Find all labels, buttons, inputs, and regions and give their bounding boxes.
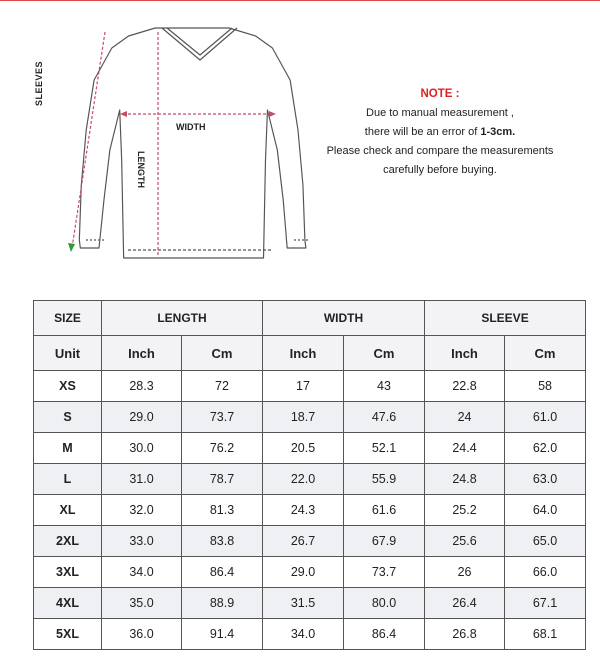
table-row [34, 464, 586, 495]
note-line-1: Due to manual measurement , [366, 107, 514, 119]
unit-row [34, 336, 586, 371]
length-cm-cell: 88.9 [182, 588, 263, 619]
measurement-note [305, 85, 575, 180]
length-cm-cell: 76.2 [182, 433, 263, 464]
top-accent-line [0, 0, 600, 1]
length-cm-cell: 73.7 [182, 402, 263, 433]
width-label: WIDTH [176, 122, 206, 132]
length-inch-cell: 33.0 [102, 526, 182, 557]
note-title: NOTE : [420, 88, 460, 100]
size-cell: 3XL [34, 557, 102, 588]
sleeve-cm-cell: 66.0 [505, 557, 586, 588]
width-cm-header: Cm [344, 336, 425, 371]
length-cm-cell: 83.8 [182, 526, 263, 557]
length-cm-cell: 81.3 [182, 495, 263, 526]
length-inch-cell: 28.3 [102, 371, 182, 402]
sleeve-inch-cell: 24 [425, 402, 505, 433]
sleeve-cm-cell: 67.1 [505, 588, 586, 619]
sleeve-cm-cell: 65.0 [505, 526, 586, 557]
table-row [34, 619, 586, 650]
width-inch-cell: 31.5 [263, 588, 344, 619]
sleeve-inch-header: Inch [425, 336, 505, 371]
width-inch-cell: 34.0 [263, 619, 344, 650]
sleeve-inch-cell: 22.8 [425, 371, 505, 402]
table-row [34, 557, 586, 588]
sleeve-cm-cell: 64.0 [505, 495, 586, 526]
length-inch-cell: 30.0 [102, 433, 182, 464]
note-line-2-bold: 1-3cm. [480, 126, 516, 138]
note-line-4: carefully before buying. [383, 164, 497, 176]
width-inch-cell: 20.5 [263, 433, 344, 464]
size-cell: S [34, 402, 102, 433]
length-inch-cell: 29.0 [102, 402, 182, 433]
sleeve-inch-cell: 26.4 [425, 588, 505, 619]
width-header: WIDTH [263, 301, 425, 336]
shirt-outline-icon [40, 10, 310, 275]
size-cell: XS [34, 371, 102, 402]
size-cell: 5XL [34, 619, 102, 650]
width-inch-cell: 29.0 [263, 557, 344, 588]
length-header: LENGTH [102, 301, 263, 336]
length-label: LENGTH [136, 151, 146, 188]
sleeves-label: SLEEVES [34, 60, 44, 106]
size-chart-table [33, 300, 586, 650]
width-inch-header: Inch [263, 336, 344, 371]
sleeve-cm-cell: 61.0 [505, 402, 586, 433]
table-row [34, 371, 586, 402]
length-cm-cell: 86.4 [182, 557, 263, 588]
length-inch-header: Inch [102, 336, 182, 371]
width-inch-cell: 24.3 [263, 495, 344, 526]
length-cm-cell: 78.7 [182, 464, 263, 495]
unit-label: Unit [34, 336, 102, 371]
length-inch-cell: 31.0 [102, 464, 182, 495]
width-cm-cell: 80.0 [344, 588, 425, 619]
sleeve-inch-cell: 26.8 [425, 619, 505, 650]
width-cm-cell: 52.1 [344, 433, 425, 464]
note-line-3: Please check and compare the measurements [326, 145, 554, 157]
width-inch-cell: 17 [263, 371, 344, 402]
length-cm-cell: 72 [182, 371, 263, 402]
sleeve-cm-cell: 62.0 [505, 433, 586, 464]
width-inch-cell: 22.0 [263, 464, 344, 495]
length-cm-header: Cm [182, 336, 263, 371]
width-cm-cell: 67.9 [344, 526, 425, 557]
table-row [34, 433, 586, 464]
sleeve-inch-cell: 25.6 [425, 526, 505, 557]
table-row [34, 495, 586, 526]
size-cell: 2XL [34, 526, 102, 557]
width-cm-cell: 61.6 [344, 495, 425, 526]
length-inch-cell: 32.0 [102, 495, 182, 526]
sleeve-inch-cell: 24.4 [425, 433, 505, 464]
width-cm-cell: 55.9 [344, 464, 425, 495]
sleeve-inch-cell: 26 [425, 557, 505, 588]
note-line-2-text: there will be an error of [364, 126, 481, 138]
width-cm-cell: 43 [344, 371, 425, 402]
table-row [34, 588, 586, 619]
length-inch-cell: 34.0 [102, 557, 182, 588]
size-cell: 4XL [34, 588, 102, 619]
width-inch-cell: 26.7 [263, 526, 344, 557]
width-inch-cell: 18.7 [263, 402, 344, 433]
shirt-measurement-diagram [34, 10, 310, 275]
width-cm-cell: 47.6 [344, 402, 425, 433]
sleeve-inch-cell: 24.8 [425, 464, 505, 495]
length-inch-cell: 36.0 [102, 619, 182, 650]
size-header: SIZE [34, 301, 102, 336]
size-cell: L [34, 464, 102, 495]
length-inch-cell: 35.0 [102, 588, 182, 619]
sleeve-inch-cell: 25.2 [425, 495, 505, 526]
size-cell: M [34, 433, 102, 464]
sleeve-cm-cell: 63.0 [505, 464, 586, 495]
width-cm-cell: 86.4 [344, 619, 425, 650]
sleeve-cm-cell: 68.1 [505, 619, 586, 650]
table-row [34, 402, 586, 433]
size-cell: XL [34, 495, 102, 526]
note-line-2 [305, 123, 575, 142]
sleeve-cm-header: Cm [505, 336, 586, 371]
sleeve-cm-cell: 58 [505, 371, 586, 402]
width-cm-cell: 73.7 [344, 557, 425, 588]
table-row [34, 526, 586, 557]
sleeve-header: SLEEVE [425, 301, 586, 336]
table-header-row [34, 301, 586, 336]
length-cm-cell: 91.4 [182, 619, 263, 650]
